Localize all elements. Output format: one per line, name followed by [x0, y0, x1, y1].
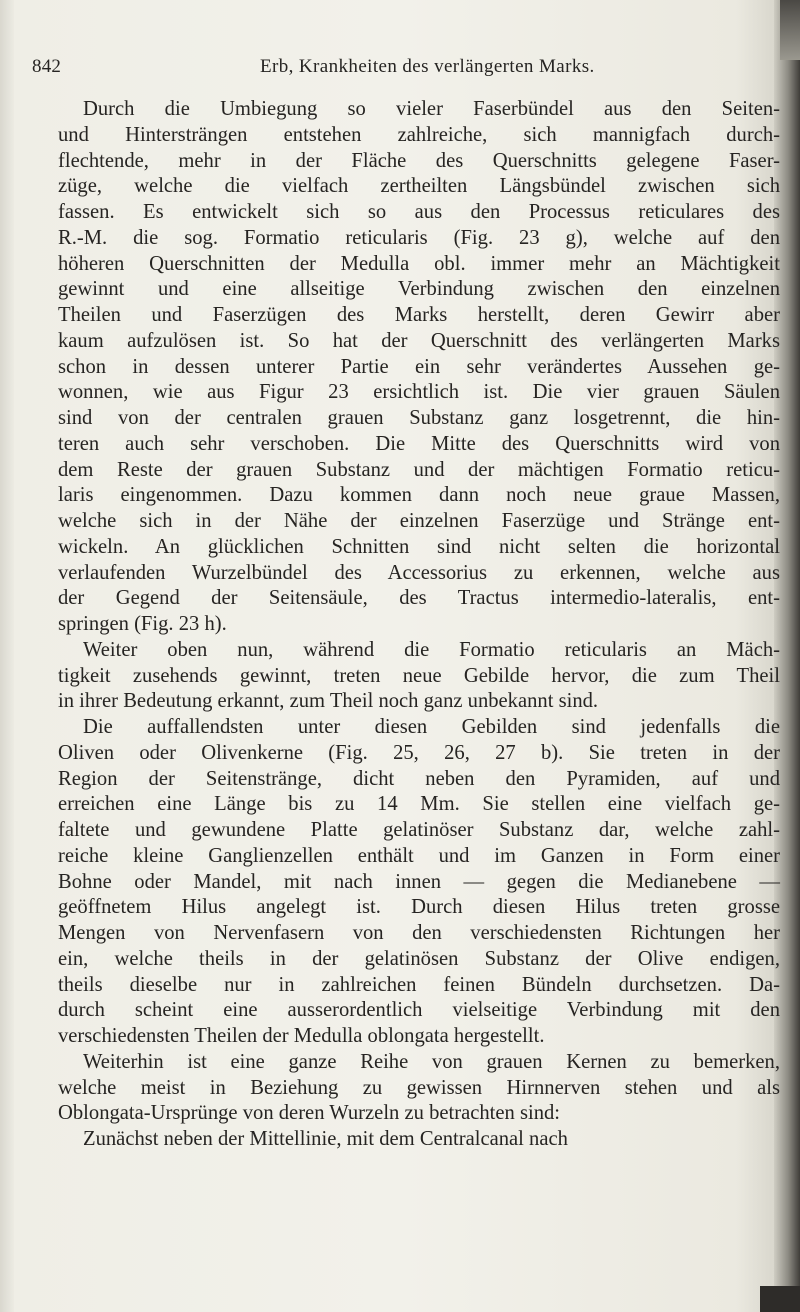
text-line: durch scheint eine ausserordentlich vielseitige Verbindung mit den	[58, 999, 780, 1022]
text-line: Zunächst neben der Mittellinie, mit dem Centralcanal nach	[83, 1128, 568, 1150]
text-line: Durch die Umbiegung so vieler Faserbündel aus den Seiten-	[83, 98, 780, 120]
text-line: schon in dessen unterer Partie ein sehr verändertes Aussehen ge-	[58, 355, 780, 378]
text-line: springen (Fig. 23 h).	[58, 613, 227, 635]
page-corner-shadow	[780, 0, 800, 60]
page-number: 842	[32, 56, 62, 77]
text-line: fassen. Es entwickelt sich so aus den Processus reticulares des	[58, 201, 780, 223]
text-line: höheren Querschnitten der Medulla obl. immer mehr an Mächtigkeit	[58, 252, 780, 275]
text-line: verschiedensten Theilen der Medulla oblongata hergestellt.	[58, 1025, 545, 1047]
text-line: Weiter oben nun, während die Formatio reticularis an Mäch-	[83, 638, 780, 661]
text-line: verlaufenden Wurzelbündel des Accessorius zu erkennen, welche aus	[58, 561, 780, 584]
text-line: geöffnetem Hilus angelegt ist. Durch diesen Hilus treten grosse	[58, 896, 780, 919]
text-line: theils dieselbe nur in zahlreichen feinen Bündeln durchsetzen. Da-	[58, 973, 780, 996]
text-line: ein, welche theils in der gelatinösen Substanz der Olive endigen,	[58, 947, 780, 970]
text-line: R.-M. die sog. Formatio reticularis (Fig. 23 g), welche auf den	[58, 226, 780, 249]
text-line: dem Reste der grauen Substanz und der mächtigen Formatio reticu-	[58, 458, 780, 481]
text-line: Region der Seitenstränge, dicht neben den Pyramiden, auf und	[58, 767, 780, 790]
text-line: Oliven oder Olivenkerne (Fig. 25, 26, 27 b). Sie treten in der	[58, 741, 780, 764]
text-line: welche sich in der Nähe der einzelnen Faserzüge und Stränge ent-	[58, 510, 780, 532]
running-head: Erb, Krankheiten des verlängerten Marks.	[260, 56, 595, 77]
text-line: Weiterhin ist eine ganze Reihe von grauen Kernen zu bemerken,	[83, 1050, 780, 1073]
text-line: Mengen von Nervenfasern von den verschiedensten Richtungen her	[58, 922, 780, 944]
body-text	[58, 97, 780, 1153]
text-line: Die auffallendsten unter diesen Gebilden sind jedenfalls die	[83, 716, 780, 738]
text-line: der Gegend der Seitensäule, des Tractus intermedio-lateralis, ent-	[58, 587, 780, 610]
text-line: Oblongata-Ursprünge von deren Wurzeln zu betrachten sind:	[58, 1102, 561, 1125]
text-line: Theilen und Faserzügen des Marks herstellt, deren Gewirr aber	[58, 304, 780, 326]
text-line: Bohne oder Mandel, mit nach innen — gegen die Medianebene —	[58, 870, 780, 893]
text-line: züge, welche die vielfach zertheilten Längsbündel zwischen sich	[58, 175, 780, 198]
text-line: gewinnt und eine allseitige Verbindung zwischen den einzelnen	[58, 278, 780, 301]
text-line: flechtende, mehr in der Fläche des Querschnitts gelegene Faser-	[58, 149, 780, 172]
text-line: faltete und gewundene Platte gelatinöser Substanz dar, welche zahl-	[58, 819, 780, 841]
text-line: wonnen, wie aus Figur 23 ersichtlich ist. Die vier grauen Säulen	[58, 381, 780, 404]
text-line: erreichen eine Länge bis zu 14 Mm. Sie stellen eine vielfach ge-	[58, 793, 780, 816]
text-line: teren auch sehr verschoben. Die Mitte des Querschnitts wird von	[58, 432, 780, 455]
text-line: laris eingenommen. Dazu kommen dann noch neue graue Massen,	[58, 484, 780, 507]
text-line: tigkeit zusehends gewinnt, treten neue Gebilde hervor, die zum Theil	[58, 664, 780, 687]
text-line: kaum aufzulösen ist. So hat der Querschnitt des verlängerten Marks	[58, 329, 780, 352]
text-line: reiche kleine Ganglienzellen enthält und im Ganzen in Form einer	[58, 844, 780, 867]
text-line: sind von der centralen grauen Substanz ganz losgetrennt, die hin-	[58, 407, 780, 429]
page-gutter-shadow	[0, 0, 14, 1312]
text-line: wickeln. An glücklichen Schnitten sind nicht selten die horizontal	[58, 535, 780, 558]
text-line: welche meist in Beziehung zu gewissen Hirnnerven stehen und als	[58, 1076, 780, 1099]
text-line: und Hintersträngen entstehen zahlreiche, sich mannigfach durch-	[58, 123, 780, 146]
text-line: in ihrer Bedeutung erkannt, zum Theil noch ganz unbekannt sind.	[58, 690, 599, 713]
page-corner-dark	[760, 1286, 800, 1312]
